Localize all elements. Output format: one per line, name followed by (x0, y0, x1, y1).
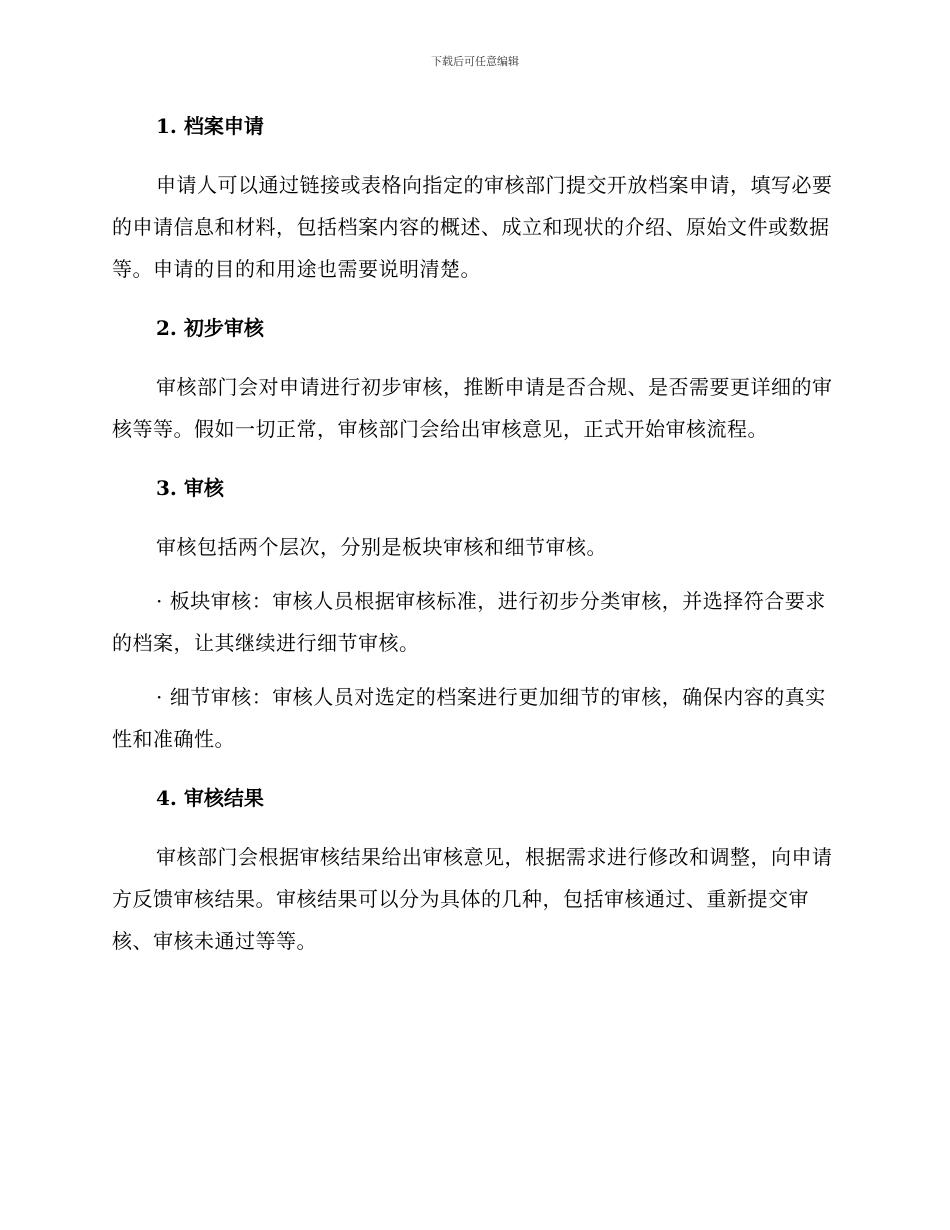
section-paragraph: 审核部门会对申请进行初步审核，推断申请是否合规、是否需要更详细的审核等等。假如一切正常，审核部门会给出审核意见，正式开始审核流程。 (112, 375, 833, 441)
bullet-paragraph: · 细节审核：审核人员对选定的档案进行更加细节的审核，确保内容的真实性和准确性。 (112, 685, 826, 751)
section-heading: 4. 审核结果 (156, 786, 264, 810)
page-header-note: 下载后可任意编辑 (431, 55, 519, 68)
section-heading: 2. 初步审核 (156, 316, 264, 340)
section-paragraph: 申请人可以通过链接或表格向指定的审核部门提交开放档案申请，填写必要的申请信息和材料，包括档案内容的概述、成立和现状的介绍、原始文件或数据等。申请的目的和用途也需要说明清楚。 (112, 173, 833, 281)
section-paragraph: 审核部门会根据审核结果给出审核意见，根据需求进行修改和调整，向申请方反馈审核结果。审核结果可以分为具体的几种，包括审核通过、重新提交审核、审核未通过等等。 (112, 845, 833, 953)
section-2 (112, 312, 834, 450)
section-paragraph: 审核包括两个层次，分别是板块审核和细节审核。 (156, 535, 607, 559)
bullet-paragraph: · 板块审核：审核人员根据审核标准，进行初步分类审核，并选择符合要求的档案，让其继续进行细节审核。 (112, 589, 826, 655)
section-1 (112, 110, 834, 290)
section-heading: 1. 档案申请 (156, 114, 264, 138)
section-3 (112, 472, 834, 760)
section-4 (112, 782, 834, 962)
section-heading: 3. 审核 (156, 476, 224, 500)
document-body (112, 110, 834, 962)
